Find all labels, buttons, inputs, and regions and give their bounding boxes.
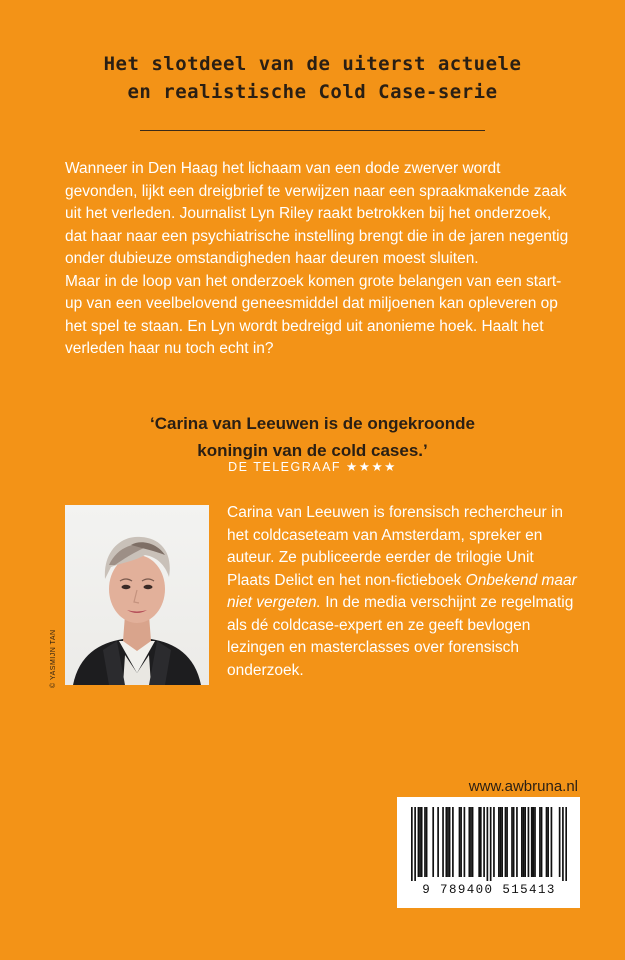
barcode-bar: [449, 807, 451, 877]
barcode-bar: [533, 807, 535, 877]
barcode-bar: [432, 807, 434, 877]
barcode-bar: [565, 807, 567, 881]
barcode-bar: [539, 807, 541, 877]
barcode-bar: [411, 807, 413, 881]
headline-line-2: en realistische Cold Case-serie: [127, 81, 498, 103]
barcode-bar: [442, 807, 444, 877]
bio-text-2: In de media verschijnt ze regelmatig als dé coldcase-expert en ze geeft bevlogen lezingen en masterclasses over forensisch onderzoek.: [227, 594, 574, 679]
barcode-bar: [534, 807, 536, 877]
barcode-bar: [505, 807, 507, 877]
barcode-bar: [421, 807, 423, 877]
barcode-bar: [511, 807, 513, 877]
blurb-paragraph-1: Wanneer in Den Haag het lichaam van een dode zwerver wordt gevonden, lijkt een dreigbrief te verwijzen naar een spraakmakende zaak uit het verleden. Journalist Lyn Riley raakt betrokken bij het onderzoek, dat haar naar een psychiatrische instelling brengt die in de jaren negentig onder dubieuze omstandigheden haar deuren moest sluiten.: [65, 160, 569, 267]
barcode-bar: [516, 807, 518, 877]
barcode-bar: [452, 807, 454, 877]
barcode-bar: [483, 807, 485, 877]
author-bio: [227, 502, 577, 682]
quote-line-1: ‘Carina van Leeuwen is de ongekroonde: [150, 414, 475, 433]
barcode-bar: [547, 807, 549, 877]
barcode-bar: [414, 807, 416, 881]
barcode-bar: [498, 807, 500, 877]
barcode-bar: [478, 807, 480, 877]
bio-book-title: Onbekend maar niet vergeten.: [227, 571, 577, 611]
quote-source: DE TELEGRAAF ★★★★: [228, 460, 397, 474]
quote-line-2: koningin van de cold cases.’: [197, 441, 428, 460]
barcode-bar: [541, 807, 543, 877]
publisher-website: www.awbruna.nl: [468, 778, 578, 795]
barcode-bar: [490, 807, 492, 881]
barcode-box: [397, 797, 580, 908]
barcode-bar: [437, 807, 439, 877]
barcode-bar: [521, 807, 523, 877]
barcode-bar: [546, 807, 548, 877]
barcode-bar: [447, 807, 449, 877]
barcode-bar: [506, 807, 508, 877]
barcode-bar: [418, 807, 420, 877]
bio-text-1: Carina van Leeuwen is forensisch rechercheur in het coldcaseteam van Amsterdam, spreker en auteur. Ze publiceerde eerder de trilogie Unit Plaats Delict en het non-fictieboek: [227, 504, 564, 589]
barcode-bar: [500, 807, 502, 877]
barcode-bar: [470, 807, 472, 877]
isbn-number: 9 789400 515413: [422, 883, 556, 897]
barcode-bar: [551, 807, 553, 877]
barcode-bars: [411, 807, 567, 881]
blurb: [65, 158, 570, 361]
photo-credit: © YASMIJN TAN: [50, 629, 57, 688]
barcode-bar: [513, 807, 515, 877]
blurb-paragraph-2: Maar in de loop van het onderzoek komen grote belangen van een start-up van een veelbelovend geneesmiddel dat miljoenen kan opleveren op het spel te staan. En Lyn wordt bedreigd uit anonieme hoek. Haalt het verleden haar nu toch echt in?: [65, 272, 562, 357]
barcode-bar: [562, 807, 564, 881]
barcode-bar: [460, 807, 462, 877]
barcode-bar: [501, 807, 503, 877]
author-photo: [65, 505, 209, 685]
barcode-bar: [531, 807, 533, 877]
barcode-bar: [480, 807, 482, 877]
divider-rule: [140, 130, 485, 131]
barcode-bar: [528, 807, 530, 877]
headline: [0, 50, 625, 106]
barcode-bar: [472, 807, 474, 877]
headline-line-1: Het slotdeel van de uiterst actuele: [103, 53, 522, 75]
barcode-bar: [523, 807, 525, 877]
barcode-bar: [493, 807, 495, 877]
barcode-bar: [426, 807, 428, 877]
barcode-bar: [424, 807, 426, 877]
barcode-bar: [524, 807, 526, 877]
barcode-bar: [559, 807, 561, 877]
barcode-bar: [445, 807, 447, 877]
barcode-bar: [464, 807, 466, 877]
barcode-bar: [459, 807, 461, 877]
author-portrait-illustration: [65, 505, 209, 685]
barcode-bar: [468, 807, 470, 877]
barcode-bar: [419, 807, 421, 877]
barcode-bar: [487, 807, 489, 881]
review-quote: [0, 410, 625, 464]
